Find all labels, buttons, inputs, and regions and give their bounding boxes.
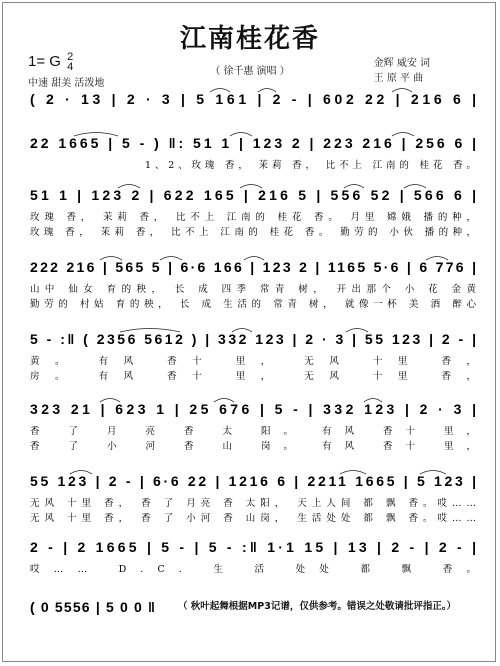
notation-row-6: 323 21 | 623 1 | 25 676 | 5 - | 332 123 | 2 · 3 | (30, 401, 476, 417)
lyric-line-6-1: 香 了 月 亮 香 太 阳。 有风 香十 里， (30, 426, 477, 437)
notation-row-1: ( 2 · 13 | 2 · 3 | 5 161 | 2 - | 602 22 | 216 6 | (30, 91, 477, 107)
song-title: 江南桂花香 (179, 24, 320, 54)
lyric-line-3-1: 玫瑰 香， 茉莉 香， 比不上 江南的 桂花 香。 月里 嫦娥 播的种， (30, 212, 476, 223)
transcriber-note: （ 秋叶起舞根据MP3记谱，仅供参考。错误之处敬请批评指正。） (178, 601, 457, 612)
notation-row-7: 55 123 | 2 - | 6·6 22 | 1216 6 | 2211 1665 | 5 123 | (30, 473, 477, 489)
lyric-line-8-1: 哎…… D.C. 生 活 处处 都 飘 香。 (30, 564, 477, 575)
notation-row-3: 51 1 | 123 2 | 622 165 | 216 5 | 556 52 | 566 6 | (30, 187, 476, 203)
lyric-line-4-1: 山中 仙女 育的秧， 长 成 四季 常青 树， 开出那个 小 花 金黄 (30, 284, 477, 295)
notation-row-2: 22 1665 | 5 - ) ‖: 51 1 | 123 2 | 223 216 | 256 6 | (30, 135, 476, 151)
notation-row-8: 2 - | 2 1665 | 5 - | 5 - :‖ 1·1 15 | 13 | 2 - | 2 - | (30, 539, 476, 555)
tempo-marking: 中速 甜美 活泼地 (28, 78, 105, 89)
notation-ending: ( 0 5556 | 5 0 0 ‖ (30, 599, 155, 615)
lyric-line-2-1: 1、2、玫瑰 香， 茉莉 香， 比不上 江南的 桂花 香。 (145, 160, 476, 171)
singer-credit: （ 徐千惠 演唱 ） (210, 66, 290, 77)
key-label: 1= G (28, 52, 61, 70)
time-bottom: 4 (67, 61, 74, 73)
lyric-line-5-2: 房。 有风 香十 里， 无风 十里 香， (30, 371, 476, 382)
lyric-line-5-1: 黄。 有风 香十 里， 无风 十里 香， (30, 356, 476, 367)
notation-row-5: 5 - :‖ ( 2356 5612 ) | 332 123 | 2 · 3 | 55 123 | 2 - | (30, 331, 477, 347)
lyric-line-3-2: 玫瑰 香， 茉莉 香， 比不上 江南的 桂花 香。 勤劳的 小伙 播的种， (30, 227, 476, 238)
composer-credit: 王 原 平 曲 (373, 73, 424, 84)
lyric-line-7-2: 无风 十里 香， 香 了 小河 香 山岗， 生活处处 都 飘 香。哎…… (30, 513, 477, 524)
time-top: 2 (67, 51, 74, 63)
lyric-line-6-2: 香 了 小 河 香 山 岗。 有风 香十 里， (30, 441, 477, 452)
lyricist-credit: 金辉 威安 词 (373, 58, 430, 69)
notation-row-4: 222 216 | 565 5 | 6·6 166 | 123 2 | 1165 5·6 | 6 776 | (30, 259, 477, 275)
lyric-line-7-1: 无风 十里 香， 香 了 月亮 香 太阳， 天上人间 都 飘 香。哎…… (30, 498, 477, 509)
lyric-line-4-2: 勤劳的 村姑 育的秧， 长 成 生活的 常青 树， 就像一杯 美 酒 醉心 (30, 299, 476, 310)
